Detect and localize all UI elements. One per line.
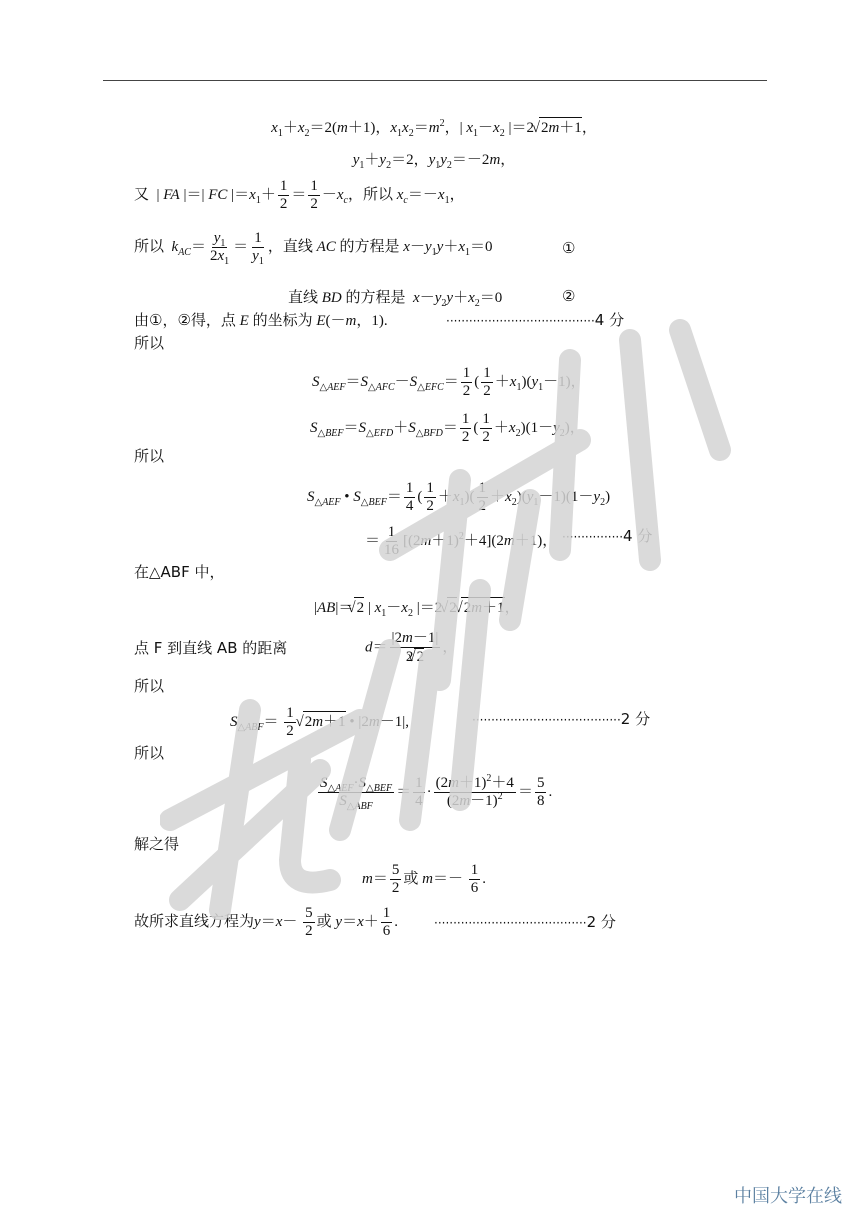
eq-point-e: 由①，②得，点 E 的坐标为 E(－m，1). [134, 311, 388, 329]
score-line-2: ················4 分 [562, 527, 653, 545]
text-distance: 点 F 到直线 AB 的距离 [134, 639, 288, 657]
eq-s-aef: $S_{\triangle AEF}=S_{\triangle AFC}-S_{\triangle EFC}=$ $\frac{1}{2}$ ( $\frac{1}{2}$ $+x_1)(y_1-1)$， [312, 365, 586, 399]
text-suoyi-1: 所以 [134, 236, 165, 255]
circle-2: ② [562, 289, 576, 305]
eq-s-bef: $S_{\triangle BEF}=S_{\triangle EFD}+S_{\triangle BFD}=$ $\frac{1}{2}$ ( $\frac{1}{2}$ $+x_2)(1-y_2)$， [310, 411, 585, 445]
score-line-3: ·······································2 分 [472, 710, 651, 728]
eq-final: 故所求直线方程为y＝x－ $\frac{5}{2}$ 或 y＝x＋ $\frac{1}{6}$ . [134, 905, 399, 939]
text-suoyi-4: 所以 [134, 677, 165, 695]
eq-ab: |AB|＝√ 2 | $x_1-x_2$ |＝2 √ 2 √ 2m＋1， [314, 597, 520, 618]
circle-1: ① [562, 241, 576, 257]
eq-product-2: ＝ $\frac{1}{16}$ $[(2m+1)^2+4](2m+1)$， [365, 524, 558, 558]
text-suoyi-5: 所以 [134, 744, 165, 762]
score-line-1: ·······································4 分 [446, 311, 625, 329]
eq-kac: 所以 $k_{AC}=$ $\frac{y_1}{2x_1}$ ＝ $\frac{1}{y_1}$ ，直线 AC 的方程是 $x-y_1y+x_1=0$ [134, 230, 493, 267]
eq-distance: d＝ $\frac{|2m-1|}{2√ 2}$ ， [365, 630, 457, 666]
eq-line-bd: 直线 BD 的方程是 $x-y_2y+x_2=0$ [288, 288, 503, 309]
eq-sum-product-x: $x_1+x_2=2(m+1)$，$x_1x_2=m^2$，| $x_1-x_2$ |＝2 √ 2m＋1， [0, 117, 868, 138]
text-zai-abf: 在△ABF 中， [134, 563, 225, 581]
text-you: 又 [134, 184, 150, 203]
eq-fa-fc: 又 | FA |＝| FC $|=x_1+$ $\frac{1}{2}$ ＝ $\frac{1}{2}$ $-x_c$，所以 $x_c=-x_1$， [134, 178, 465, 212]
eq-s-abf: $S_{\triangle ABF}=$ $\frac{1}{2}$ √ 2m＋1 • |2m－1|, [230, 705, 409, 740]
text-suoyi-3: 所以 [134, 447, 165, 465]
text-suoyi-2: 所以 [134, 334, 165, 352]
eq-m-values: m＝ $\frac{5}{2}$ 或 m＝－ $\frac{1}{6}$ . [362, 862, 486, 896]
eq-sum-product-y: $y_1+y_2=2$，$y_1y_2=-2m$， [352, 152, 516, 171]
score-line-4: ········································2 分 [434, 913, 616, 931]
text-jie: 解之得 [134, 835, 180, 853]
header-rule [103, 80, 767, 81]
eq-product: $S_{\triangle AEF}$ • $S_{\triangle BEF}=$ $\frac{1}{4}$ ( $\frac{1}{2}$ $+x_1$)( $\frac{1}{2}$ $+x_2)(y_1-1)(1-y_2)$ [307, 480, 611, 514]
footer-brand: 中国大学在线 [734, 1186, 842, 1207]
eq-ratio: $\frac{S_{\triangle AEF}\cdot S_{\triangle BEF}}{S_{\triangle ABF}}$ ＝ $\frac{1}{4}$ · $\frac{(2m+1)^2+4}{(2m-1)^2}$ ＝ $\frac{5}{8}$ . [320, 773, 553, 812]
